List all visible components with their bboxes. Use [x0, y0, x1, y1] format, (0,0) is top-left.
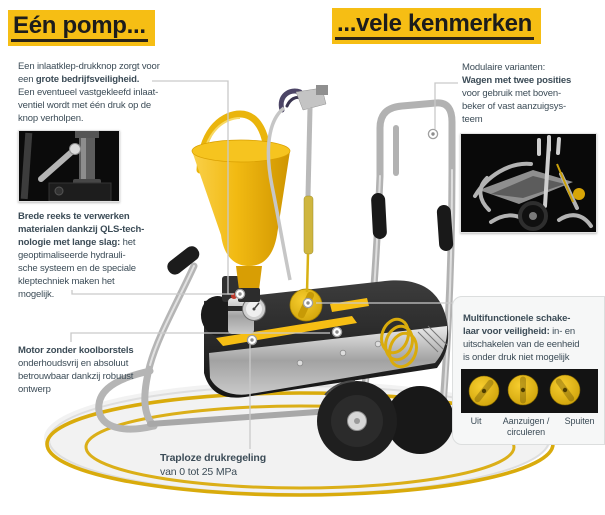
knob-off-icon — [469, 376, 499, 406]
callout-modular: Modulaire varianten: Wagen met twee posities voor gebruik met boven- beker of vast aanzuigsys- teem — [462, 62, 572, 125]
handle-grip — [371, 193, 387, 240]
switch-panel — [452, 296, 605, 445]
switch-knobs-art — [461, 369, 598, 413]
callout-motor: Motor zonder koolborstels onderhoudsvrij en absoluut betrouwbaar dankzij robuust ontwerp — [18, 345, 134, 395]
callout-dot-pressure — [247, 335, 256, 344]
knob-spray-icon — [550, 375, 580, 405]
switch-label-off: Uit — [470, 416, 482, 426]
switch-labels — [457, 416, 602, 437]
callout-qls: Brede reeks te verwerken materialen dankzij QLS-tech- nologie met lange slag: het geoptimaliseerde hydrauli- sche systeem en de speciale kleptechniek maken het mogelijk. — [18, 211, 145, 300]
headline-right-text: ...vele kenmerken — [337, 10, 533, 37]
push-grip — [165, 243, 203, 277]
suction-filter — [304, 196, 313, 254]
callout-dot-modular — [428, 129, 437, 138]
knob-prime-icon — [508, 375, 538, 405]
wheel-front — [317, 381, 397, 461]
callout-dot-motor — [332, 327, 341, 336]
headline-left — [8, 10, 155, 46]
headline-left-text: Eén pomp... — [13, 12, 146, 39]
cart-variants-photo-art — [461, 134, 596, 232]
headline-right — [332, 8, 541, 44]
inlet-valve-photo-art — [19, 131, 119, 201]
switch-knobs-photo — [461, 369, 598, 413]
callout-pressure: Traploze drukregeling van 0 tot 25 MPa — [160, 452, 266, 478]
callout-dot-inlet — [235, 289, 244, 298]
inlet-valve-photo — [18, 130, 120, 202]
callout-inlet-valve: Een inlaatklep-drukknop zorgt voor een grote bedrijfsveiligheid. Een eventueel vastgekleefd inlaat- ventiel wordt met één druk op de knop verholpen. — [18, 61, 160, 124]
switch-label-spray: Spuiten — [564, 416, 595, 426]
callout-switch: Multifunctionele schake- laar voor veiligheid: in- en uitschakelen van de eenheid is onder druk niet mogelijk — [463, 313, 580, 363]
switch-label-prime: Aanzuigen / circuleren — [502, 416, 550, 437]
callout-dot-switch — [303, 298, 312, 307]
cart-variants-photo — [460, 133, 597, 233]
